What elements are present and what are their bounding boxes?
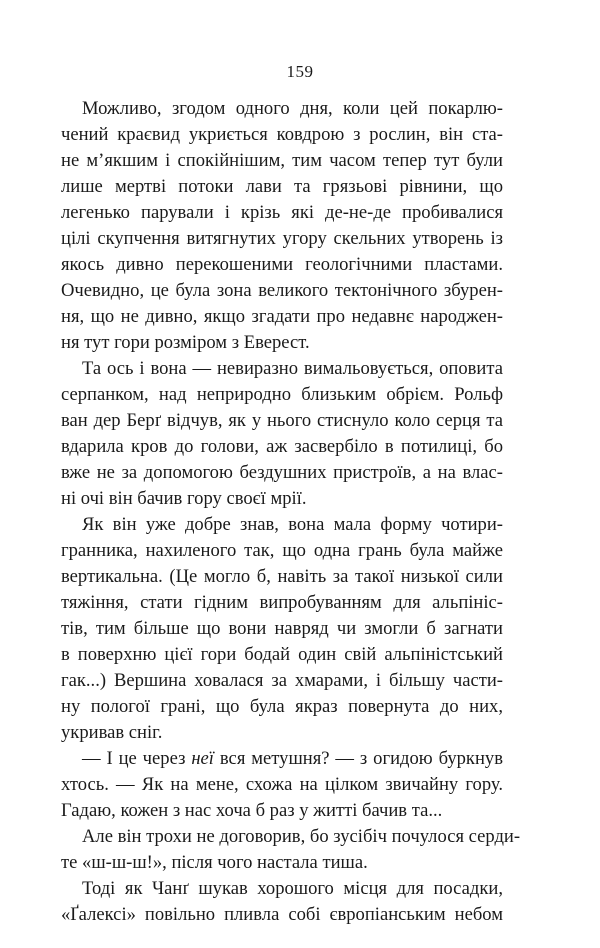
text-line: легенько парували і крізь які де-не-де пробивалися (61, 202, 503, 223)
text-line: Можливо, згодом одного дня, коли цей покарлю- (82, 98, 503, 119)
text-line: Та ось і вона — невиразно вимальовується, оповита (82, 358, 503, 379)
text-fragment: — І це через (82, 748, 186, 769)
text-line: Тоді як Чанґ шукав хорошого місця для посадки, (82, 878, 503, 899)
text-line: серпанком, над неприродно близьким обрієм. Рольф (61, 384, 503, 405)
text-line: Як він уже добре знав, вона мала форму чотири- (82, 514, 503, 535)
text-line: лише мертві потоки лави та грязьові рівнини, що (61, 176, 503, 197)
text-line: «Ґалексі» повільно пливла собі європіанським небом (61, 904, 503, 925)
text-line: не м’якшим і спокійнішим, тим часом тепер тут були (61, 150, 503, 171)
text-line: Гадаю, кожен з нас хоча б раз у житті бачив та... (61, 800, 443, 821)
text-line: Але він трохи не договорив, бо зусібіч почулося серди- (82, 826, 521, 847)
text-line: гранника, нахиленого так, що одна грань була майже (61, 540, 503, 561)
text-line: чений краєвид укриється ковдрою з рослин, він ста- (61, 124, 503, 145)
text-line: вже не за допомогою бездушних пристроїв, а на влас- (61, 462, 503, 483)
text-line: те «ш-ш-ш!», після чого настала тиша. (61, 852, 368, 873)
text-line: тів, тим більше що вони навряд чи змогли б загнати (61, 618, 503, 639)
text-line: гак...) Вершина ховалася за хмарами, і більшу части- (61, 670, 503, 691)
text-line: цілі скупчення витягнутих угору скельних утворень із (61, 228, 503, 249)
body-text (61, 96, 521, 928)
text-line: Очевидно, це була зона великого тектонічного збурен- (61, 280, 503, 301)
text-line: укривав сніг. (61, 722, 163, 743)
text-line: вдарила кров до голови, аж засвербіло в потилиці, бо (61, 436, 503, 457)
text-line: тяжіння, стати гідним випробуванням для альпініс- (61, 592, 503, 613)
text-line: вертикальна. (Це могло б, навіть за такої низької сили (61, 566, 503, 587)
text-fragment: вся метушня? — з огидою буркнув (219, 748, 503, 769)
text-line: ня, що не дивно, якщо згадати про недавнє народжен- (61, 306, 503, 327)
text-line: ні очі він бачив гору своєї мрії. (61, 488, 307, 509)
text-line: в поверхню цієї гори бодай один свій альпіністський (61, 644, 503, 665)
text-line: хтось. — Як на мене, схожа на цілком звичайну гору. (61, 774, 503, 795)
emphasized-word: неї (191, 748, 214, 769)
text-line: ван дер Берґ відчув, як у нього стиснуло коло серця та (61, 410, 503, 431)
text-line: ну пологої грані, що була якраз повернута до них, (61, 696, 503, 717)
text-line: якось дивно перекошеними геологічними пластами. (61, 254, 503, 275)
text-line: ня тут гори розміром з Еверест. (61, 332, 310, 353)
text-line (61, 746, 503, 772)
page-number: 159 (286, 62, 314, 81)
